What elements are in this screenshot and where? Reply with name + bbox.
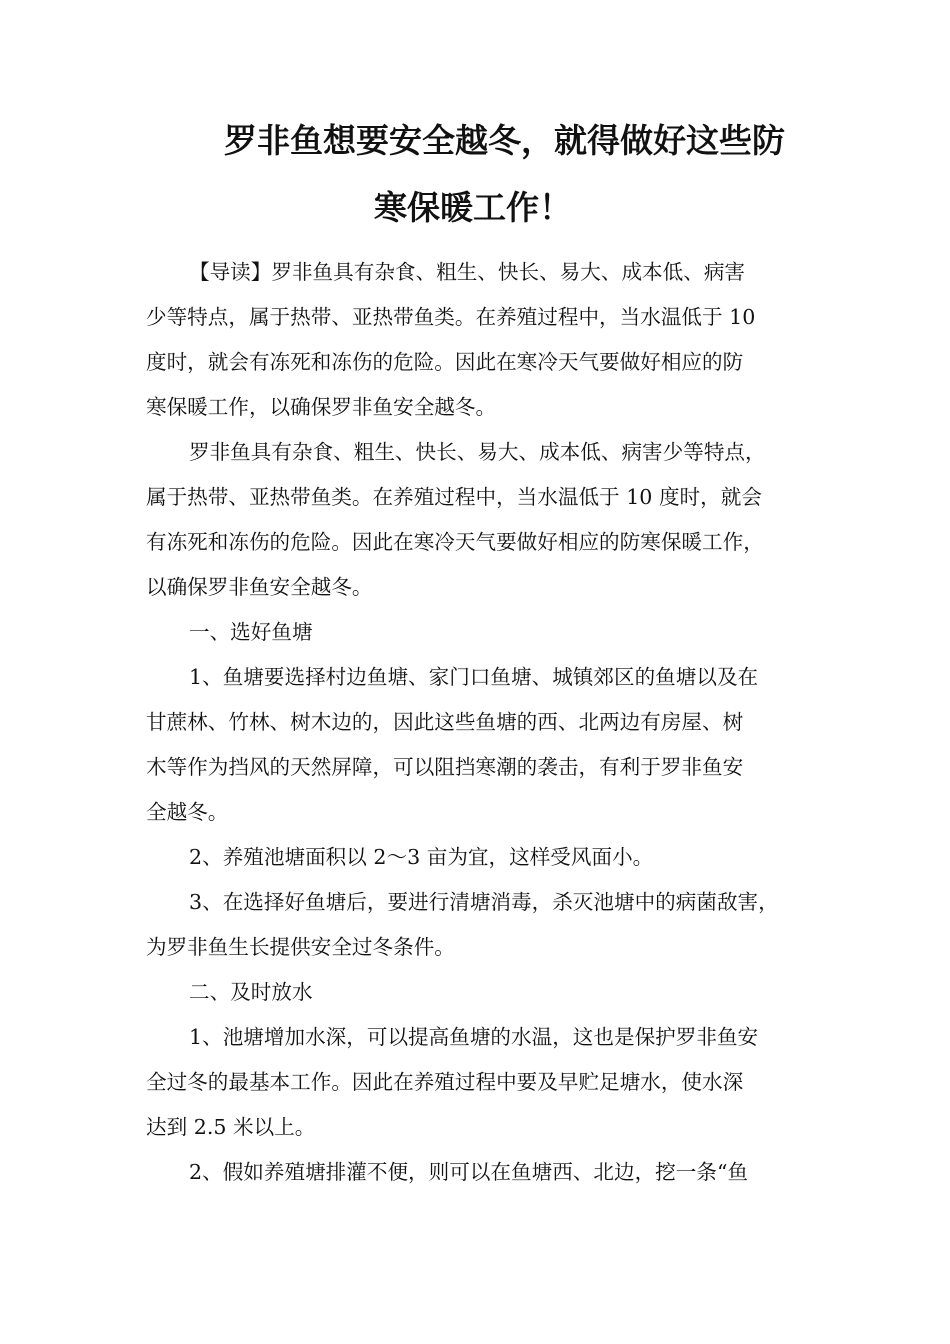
- text-line: 1、鱼塘要选择村边鱼塘、家门口鱼塘、城镇郊区的鱼塘以及在: [189, 665, 759, 689]
- paragraph: [146, 430, 810, 610]
- text-line: 达到 2.5 米以上。: [146, 1115, 316, 1139]
- paragraph: [146, 655, 810, 835]
- paragraph: [146, 1015, 810, 1150]
- paragraph: [146, 1150, 810, 1195]
- text-line: 有冻死和冻伤的危险。因此在寒冷天气要做好相应的防寒保暖工作，: [146, 530, 764, 554]
- paragraph-intro: [146, 250, 810, 430]
- text-line: 全过冬的最基本工作。因此在养殖过程中要及早贮足塘水，使水深: [146, 1070, 744, 1094]
- title-line-2: 寒保暖工作！: [374, 188, 572, 227]
- paragraph: [146, 880, 810, 970]
- text-line: 甘蔗林、竹林、树木边的，因此这些鱼塘的西、北两边有房屋、树: [146, 710, 744, 734]
- text-line: 全越冬。: [146, 800, 229, 824]
- text-line: 属于热带、亚热带鱼类。在养殖过程中，当水温低于 10 度时，就会: [146, 485, 762, 509]
- text-line: 罗非鱼具有杂食、粗生、快长、易大、成本低、病害少等特点，: [189, 440, 766, 464]
- text-line: 木等作为挡风的天然屏障，可以阻挡寒潮的袭击，有利于罗非鱼安: [146, 755, 744, 779]
- text-line: 2、假如养殖塘排灌不便，则可以在鱼塘西、北边，挖一条“鱼: [189, 1160, 749, 1184]
- text-line: 为罗非鱼生长提供安全过冬条件。: [146, 935, 455, 959]
- text-line: 少等特点，属于热带、亚热带鱼类。在养殖过程中，当水温低于 10: [146, 305, 756, 329]
- section-heading: [146, 610, 810, 655]
- document-body: [146, 250, 810, 1195]
- text-line: 1、池塘增加水深，可以提高鱼塘的水温，这也是保护罗非鱼安: [189, 1025, 759, 1049]
- paragraph: [146, 835, 810, 880]
- section-heading: [146, 970, 810, 1015]
- text-line: 二、及时放水: [189, 980, 313, 1004]
- text-line: 2、养殖池塘面积以 2～3 亩为宜，这样受风面小。: [189, 845, 654, 869]
- title-line-1: 罗非鱼想要安全越冬，就得做好这些防: [224, 121, 785, 160]
- text-line: 一、选好鱼塘: [189, 620, 313, 644]
- text-line: 以确保罗非鱼安全越冬。: [146, 575, 373, 599]
- text-line: 【导读】罗非鱼具有杂食、粗生、快长、易大、成本低、病害: [189, 260, 746, 284]
- text-line: 度时，就会有冻死和冻伤的危险。因此在寒冷天气要做好相应的防: [146, 350, 744, 374]
- text-line: 3、在选择好鱼塘后，要进行清塘消毒，杀灭池塘中的病菌敌害，: [189, 890, 779, 914]
- text-line: 寒保暖工作，以确保罗非鱼安全越冬。: [146, 395, 497, 419]
